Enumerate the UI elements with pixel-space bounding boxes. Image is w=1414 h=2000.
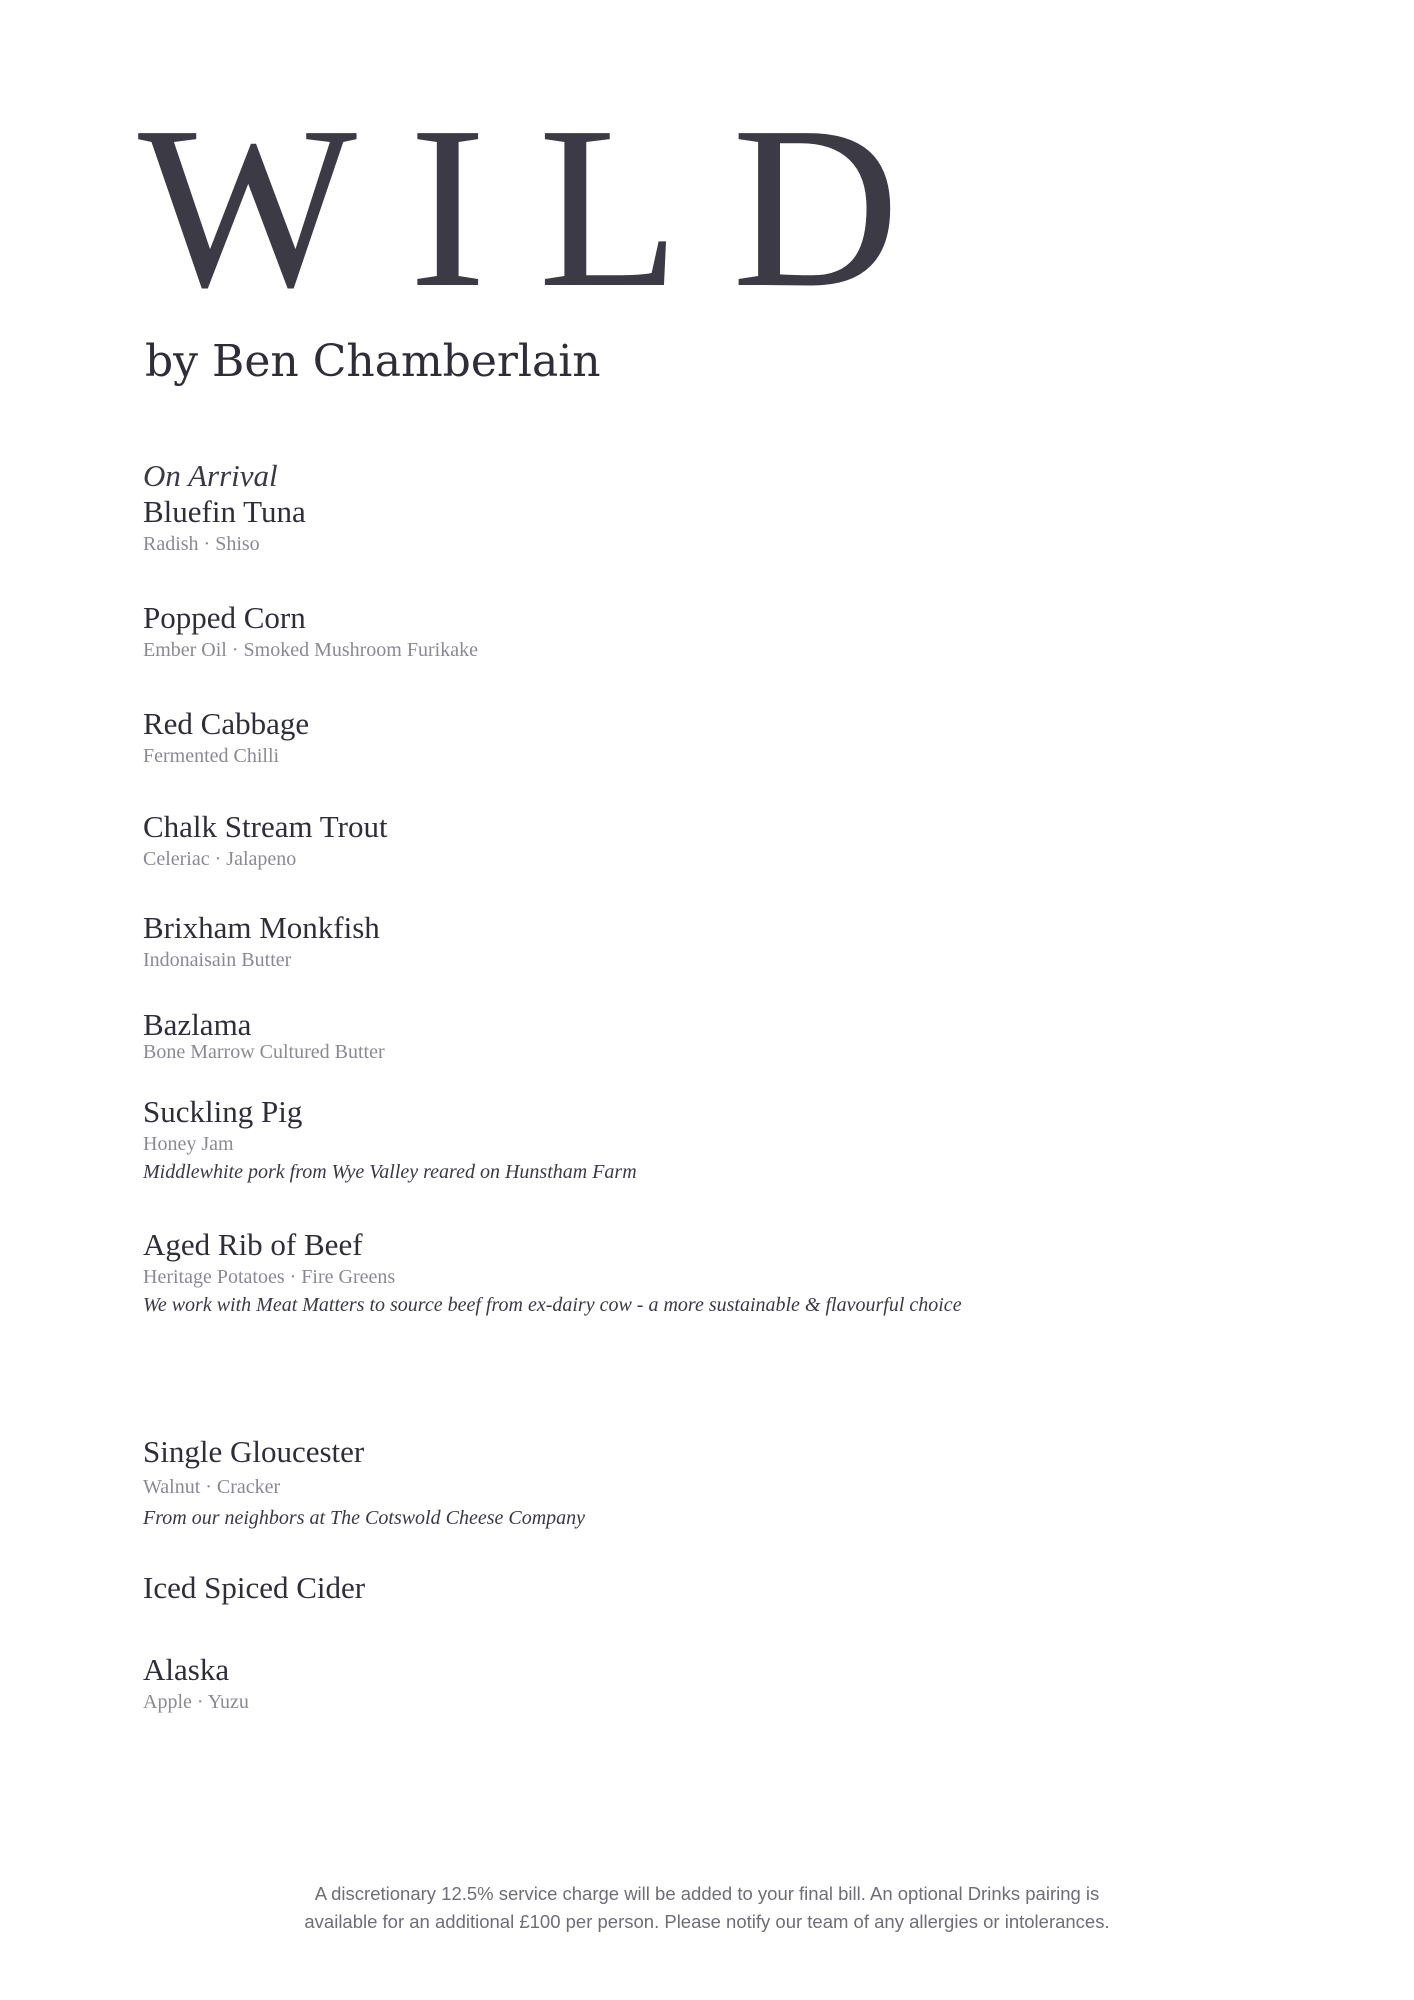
menu-item-single-gloucester — [143, 1434, 585, 1532]
dish-name: Chalk Stream Trout — [143, 809, 388, 844]
dish-note: We work with Meat Matters to source beef from ex-dairy cow - a more sustainable & flavourful choice — [143, 1294, 962, 1316]
dish-name: Suckling Pig — [143, 1094, 303, 1129]
dish-description: Fermented Chilli — [143, 745, 280, 767]
dish-note: From our neighbors at The Cotswold Cheese Company — [143, 1507, 586, 1529]
footer-notice — [0, 1880, 1414, 1936]
menu-item-chalk-stream-trout — [143, 809, 388, 873]
dish-name: Aged Rib of Beef — [143, 1227, 363, 1262]
menu-item-iced-spiced-cider — [143, 1570, 365, 1606]
dish-description: Bone Marrow Cultured Butter — [143, 1041, 385, 1063]
dish-description: Heritage Potatoes · Fire Greens — [143, 1266, 396, 1288]
dish-name: Single Gloucester — [143, 1434, 365, 1469]
section-label-on-arrival: On Arrival — [143, 458, 278, 493]
menu-item-bluefin-tuna — [143, 494, 306, 558]
dish-name: Bluefin Tuna — [143, 494, 306, 529]
menu-item-red-cabbage — [143, 706, 309, 770]
chef-byline: by Ben Chamberlain — [145, 336, 601, 387]
restaurant-logo: WILD — [138, 79, 952, 336]
footer-line: A discretionary 12.5% service charge will be added to your final bill. An optional Drinks pairing is — [314, 1883, 1100, 1904]
dish-description: Honey Jam — [143, 1133, 234, 1155]
dish-description: Walnut · Cracker — [143, 1476, 281, 1498]
menu-item-suckling-pig — [143, 1094, 637, 1186]
menu-item-popped-corn — [143, 600, 478, 664]
dish-description: Ember Oil · Smoked Mushroom Furikake — [143, 639, 478, 661]
dish-note: Middlewhite pork from Wye Valley reared on Hunstham Farm — [143, 1161, 637, 1183]
dish-name: Red Cabbage — [143, 706, 310, 741]
dish-description: Celeriac · Jalapeno — [143, 848, 297, 870]
dish-name: Popped Corn — [143, 600, 306, 635]
menu-item-brixham-monkfish — [143, 910, 380, 974]
menu-item-aged-rib-of-beef — [143, 1227, 962, 1319]
dish-name: Bazlama — [143, 1007, 252, 1042]
menu-item-alaska — [143, 1652, 249, 1716]
dish-name: Alaska — [143, 1652, 230, 1687]
dish-name: Iced Spiced Cider — [143, 1570, 366, 1605]
dish-description: Apple · Yuzu — [143, 1691, 249, 1713]
menu-item-bazlama — [143, 1009, 385, 1063]
dish-name: Brixham Monkfish — [143, 910, 380, 945]
footer-line: available for an additional £100 per person. Please notify our team of any allergies or intolerances. — [304, 1911, 1110, 1932]
dish-description: Radish · Shiso — [143, 533, 260, 555]
dish-description: Indonaisain Butter — [143, 949, 292, 971]
